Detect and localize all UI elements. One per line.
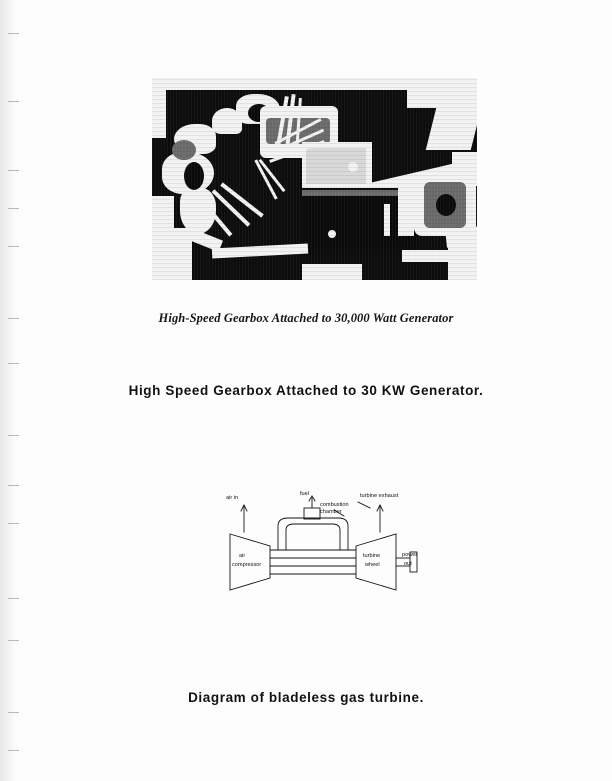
scan-edge-tick	[8, 101, 19, 102]
figure-caption-italic: High-Speed Gearbox Attached to 30,000 Watt Generator	[158, 311, 454, 325]
scan-edge-tick	[8, 246, 19, 247]
scan-edge-tick	[8, 640, 19, 641]
figure-photograph-gearbox-generator	[152, 78, 477, 280]
scan-edge-tick	[8, 523, 19, 524]
scan-edge-tick	[8, 435, 19, 436]
label-combustion-2: chamber	[320, 509, 342, 515]
label-air-in: air in	[226, 495, 239, 501]
scan-edge-tick	[8, 712, 19, 713]
figure-diagram-gas-turbine	[208, 486, 428, 616]
label-combustion-1: combustion	[320, 502, 349, 508]
diagram-caption-bold: Diagram of bladeless gas turbine.	[188, 690, 424, 705]
scan-edge-tick	[8, 208, 19, 209]
label-turbine-exhaust: turbine exhaust	[360, 493, 399, 499]
label-turbine-wheel-1: turbine	[363, 553, 381, 559]
label-air-compressor-1: air	[239, 553, 246, 559]
scan-edge-tick	[8, 750, 19, 751]
label-power-out-2: out	[404, 561, 412, 567]
label-air-compressor-2: compressor	[232, 562, 262, 568]
scan-edge-tick	[8, 363, 19, 364]
label-turbine-wheel-2: wheel	[365, 562, 380, 568]
scan-edge-tick	[8, 598, 19, 599]
label-fuel: fuel	[300, 491, 310, 497]
scan-edge-tick	[8, 485, 19, 486]
scan-edge-tick	[8, 170, 19, 171]
scan-edge-tick	[8, 33, 19, 34]
label-power-out-1: power	[402, 552, 418, 558]
figure-caption-bold: High Speed Gearbox Attached to 30 KW Generator.	[128, 383, 484, 398]
